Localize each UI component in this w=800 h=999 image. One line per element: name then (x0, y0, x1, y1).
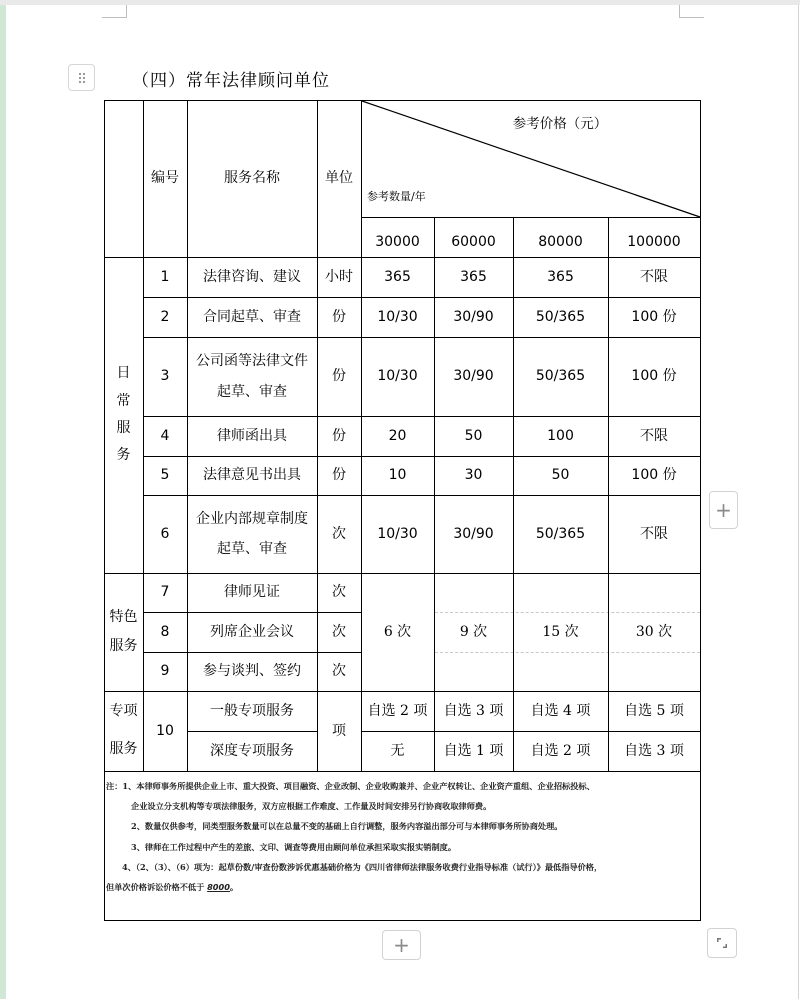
row-unit: 次 (332, 525, 346, 542)
service-name-line: 律师见证 (224, 584, 280, 601)
group-line: 特色 (109, 608, 138, 625)
plus-icon: + (715, 498, 732, 522)
row-service-name (187, 337, 317, 416)
group-special-service (104, 691, 143, 771)
row-unit: 小时 (325, 268, 353, 285)
special-general-name: 一般专项服务 (210, 702, 294, 719)
row-number: 9 (160, 663, 170, 680)
row-number: 7 (160, 584, 170, 601)
row-price-value: 50 (551, 467, 570, 484)
feature-value-60000: 9 次 (459, 623, 488, 640)
row-service-name (187, 652, 317, 691)
special-general-value: 自选 3 项 (443, 702, 504, 719)
row-price-value: 30/90 (453, 368, 494, 385)
row-price-value: 20 (388, 427, 407, 444)
add-row-button[interactable] (382, 930, 421, 960)
special-deep-value: 自选 1 项 (443, 742, 504, 759)
group-char: 务 (116, 447, 131, 464)
special-deep-value: 自选 3 项 (624, 742, 684, 759)
group-char: 服 (116, 420, 131, 436)
row-price-value: 100 份 (631, 467, 677, 484)
service-name-line: 公司函等法律文件 (196, 353, 308, 370)
note-text: 但单次价格诉讼价格不低于 (106, 882, 208, 893)
row-service-name (187, 297, 317, 337)
expand-button[interactable] (707, 928, 737, 958)
row-price-value: 365 (384, 268, 411, 285)
note-line: 4、（2、（3）、（6）项为：起草份数/审查份数涉诉优惠基础价格为《四川省律师法律服务收费行业指导标准（试行）》最低指导价格， (122, 861, 603, 872)
special-general-value: 自选 2 项 (367, 702, 428, 719)
plus-icon: + (393, 933, 410, 957)
row-service-name (187, 495, 317, 573)
row-number: 5 (160, 467, 170, 484)
header-service-name: 服务名称 (224, 170, 280, 187)
row-price-value: 10/30 (377, 368, 418, 385)
row-unit: 次 (332, 584, 346, 601)
row-price-value: 365 (547, 268, 574, 285)
row-price-value: 10/30 (377, 525, 418, 542)
service-name-line: 参与谈判、签约 (203, 663, 301, 680)
header-price-label: 参考价格（元） (512, 116, 608, 133)
note-min-price: 8000 (207, 882, 230, 893)
row-price-value: 365 (460, 268, 487, 285)
row-unit: 份 (332, 368, 346, 385)
special-deep-value: 无 (390, 742, 405, 759)
group-char: 常 (116, 392, 131, 409)
note-line: 企业设立分支机构等专项法律服务，双方应根据工作难度、工作量及时间安排另行协商收取律师费。 (131, 801, 492, 812)
group-line: 服务 (109, 741, 138, 757)
header-number: 编号 (151, 170, 179, 187)
row-price-value: 100 份 (631, 368, 677, 385)
row-unit: 份 (332, 467, 346, 484)
service-name-line: 法律咨询、建议 (203, 268, 301, 285)
section-title: （四）常年法律顾问单位 (132, 71, 330, 91)
row-price-value: 30 (464, 467, 483, 484)
special-general-value: 自选 4 项 (530, 702, 591, 719)
row-number: 3 (160, 368, 170, 385)
row-price-value: 100 份 (631, 308, 677, 325)
row-service-name (187, 257, 317, 297)
group-char: 日 (116, 365, 131, 382)
special-unit: 项 (332, 722, 346, 739)
group-line: 专项 (109, 703, 138, 720)
row-unit: 份 (332, 308, 346, 325)
service-name-line: 列席企业会议 (210, 623, 294, 640)
add-column-button[interactable] (709, 491, 738, 529)
service-name-line: 企业内部规章制度 (196, 510, 308, 527)
service-name-line: 起草、审查 (217, 383, 287, 400)
row-price-value: 不限 (640, 427, 668, 444)
row-price-value: 30/90 (453, 525, 494, 542)
group-line: 服务 (109, 638, 138, 654)
expand-icon (715, 936, 729, 950)
service-name-line: 法律意见书出具 (203, 467, 301, 484)
note-line (106, 877, 700, 897)
row-price-value: 50 (464, 427, 483, 444)
row-price-value: 50/365 (535, 525, 586, 542)
note-line: 注：1、本律师事务所提供企业上市、重大投资、项目融资、企业改制、企业收购兼并、企业产权转让、企业资产重组、企业招标投标、 (106, 781, 595, 791)
row-price-value: 100 (547, 427, 574, 444)
table-notes (106, 776, 700, 897)
header-quantity-label: 参考数量/年 (367, 189, 426, 203)
row-service-name (187, 573, 317, 612)
price-tier-60000: 60000 (451, 233, 496, 250)
group-daily-service (104, 257, 143, 573)
price-tier-30000: 30000 (375, 233, 420, 250)
row-price-value: 50/365 (535, 308, 586, 325)
row-service-name (187, 416, 317, 456)
row-number: 2 (160, 308, 170, 325)
price-tier-80000: 80000 (538, 233, 583, 250)
row-price-value: 50/365 (535, 368, 586, 385)
special-deep-value: 自选 2 项 (530, 742, 591, 759)
feature-value-100000: 30 次 (635, 623, 673, 640)
row-price-value: 不限 (640, 525, 668, 542)
feature-value-30000: 6 次 (383, 623, 412, 640)
note-text: 。 (229, 882, 239, 893)
special-deep-name: 深度专项服务 (210, 742, 294, 759)
row-unit: 份 (332, 427, 346, 444)
group-feature-service (104, 573, 143, 691)
note-line: 2、数量仅供参考，同类型服务数量可以在总量不变的基础上自行调整，服务内容溢出部分可与本律师事务所协商处理。 (131, 821, 563, 832)
service-name-line: 起草、审查 (217, 541, 287, 557)
special-number: 10 (156, 722, 174, 739)
service-name-line: 律师函出具 (217, 427, 287, 444)
row-price-value: 10/30 (377, 308, 418, 325)
row-unit: 次 (332, 623, 346, 640)
row-price-value: 不限 (640, 268, 668, 285)
header-unit: 单位 (325, 170, 353, 187)
feature-value-80000: 15 次 (542, 623, 579, 640)
row-service-name (187, 456, 317, 495)
row-number: 8 (160, 623, 170, 640)
row-number: 4 (160, 427, 170, 444)
row-price-value: 30/90 (453, 308, 494, 325)
row-unit: 次 (332, 663, 346, 680)
special-general-value: 自选 5 项 (624, 702, 684, 719)
note-line: 3、律师在工作过程中产生的差旅、文印、调查等费用由顾问单位承担采取实报实销制度。 (131, 841, 457, 852)
row-number: 6 (160, 525, 170, 542)
price-tier-100000: 100000 (627, 233, 681, 250)
row-service-name (187, 612, 317, 652)
row-number: 1 (160, 268, 170, 285)
row-price-value: 10 (388, 467, 407, 484)
service-name-line: 合同起草、审查 (203, 308, 301, 325)
